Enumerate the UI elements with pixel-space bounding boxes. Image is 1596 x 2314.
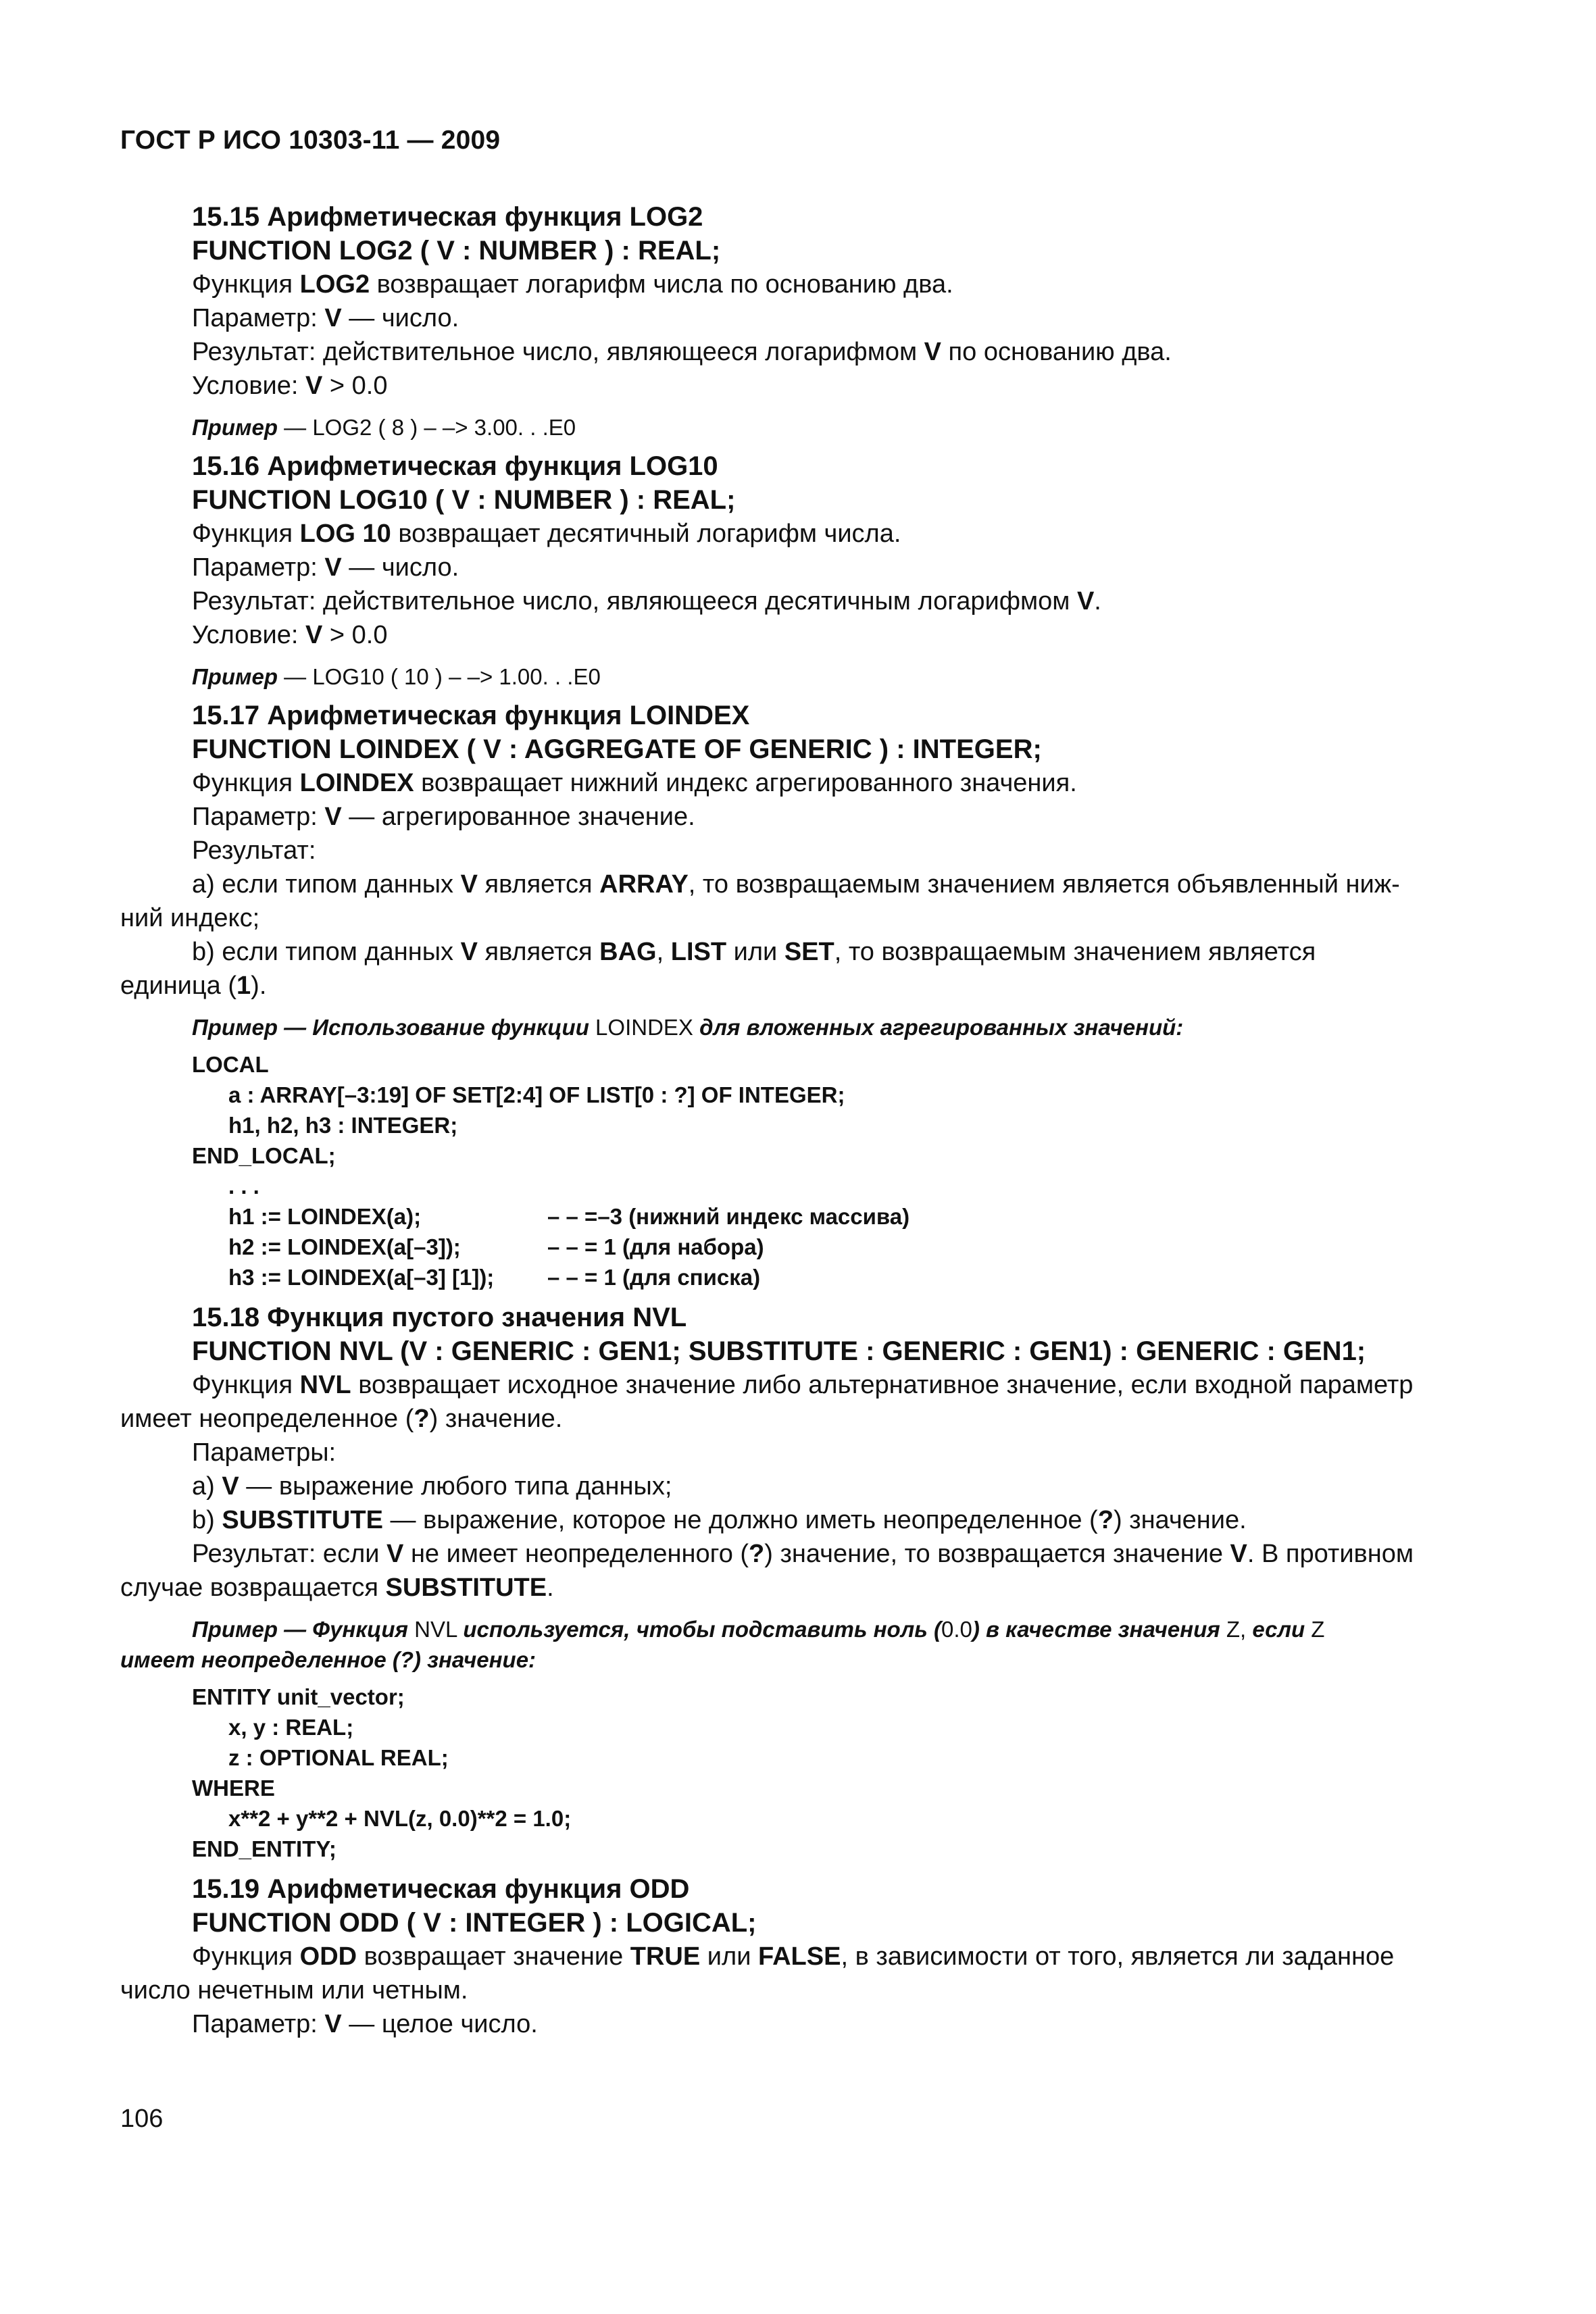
function-signature-log2: FUNCTION LOG2 ( V : NUMBER ) : REAL; — [192, 236, 721, 266]
code-line: h1, h2, h3 : INTEGER; — [228, 1113, 458, 1138]
code-line: x, y : REAL; — [228, 1715, 354, 1740]
description: Функция NVL возвращает исходное значение либо альтернативное значение, если входной параметр — [192, 1371, 1414, 1399]
code-block — [120, 1682, 1478, 1864]
parameter: Параметр: V — целое число. — [192, 2010, 538, 2038]
description-continued: имеет неопределенное (?) значение. — [120, 1405, 563, 1433]
code-line: ENTITY unit_vector; — [192, 1684, 405, 1709]
example: Пример — Использование функции LOINDEX для вложенных агрегированных значений: — [192, 1015, 1184, 1040]
page-content — [120, 200, 1478, 2041]
result-case-b: b) если типом данных V является BAG, LIST или SET, то возвращаемым значением является — [192, 938, 1316, 966]
code-line: z : OPTIONAL REAL; — [228, 1745, 449, 1770]
description: Функция LOINDEX возвращает нижний индекс агрегированного значения. — [192, 769, 1077, 797]
function-signature-log10: FUNCTION LOG10 ( V : NUMBER ) : REAL; — [192, 485, 736, 515]
result-case-a: a) если типом данных V является ARRAY, то возвращаемым значением является объявленный ниж- — [192, 870, 1400, 899]
parameter-a: a) V — выражение любого типа данных; — [192, 1472, 672, 1501]
standard-header: ГОСТ Р ИСО 10303-11 — 2009 — [120, 126, 501, 155]
description: Функция ODD возвращает значение TRUE или FALSE, в зависимости от того, является ли заданное — [192, 1942, 1395, 1971]
result: Результат: если V не имеет неопределенного (?) значение, то возвращается значение V. В противном — [192, 1540, 1414, 1568]
code-line: WHERE — [192, 1776, 275, 1801]
code-line: LOCAL — [192, 1052, 269, 1077]
section-heading-15-15: 15.15 Арифметическая функция LOG2 — [192, 202, 703, 232]
code-block — [120, 1049, 1478, 1292]
section-heading-15-18: 15.18 Функция пустого значения NVL — [192, 1303, 687, 1332]
condition: Условие: V > 0.0 — [192, 372, 388, 400]
code-line: END_ENTITY; — [192, 1836, 336, 1861]
parameter: Параметр: V — число. — [192, 304, 459, 332]
result-case-a-continued: ний индекс; — [120, 904, 260, 932]
condition: Условие: V > 0.0 — [192, 621, 388, 649]
result: Результат: — [192, 836, 316, 865]
parameter: Параметр: V — агрегированное значение. — [192, 803, 695, 831]
function-signature-loindex: FUNCTION LOINDEX ( V : AGGREGATE OF GENERIC ) : INTEGER; — [192, 734, 1042, 764]
result: Результат: действительное число, являющееся десятичным логарифмом V. — [192, 587, 1101, 615]
code-line: h3 := LOINDEX(a[–3] [1]); – – = 1 (для списка) — [228, 1265, 761, 1290]
code-line: h1 := LOINDEX(a); – – =–3 (нижний индекс массива) — [228, 1204, 910, 1229]
result-case-b-continued: единица (1). — [120, 972, 267, 1000]
section-heading-15-19: 15.19 Арифметическая функция ODD — [192, 1874, 690, 1904]
description-continued: число нечетным или четным. — [120, 1976, 468, 2005]
example: Пример — LOG2 ( 8 ) – –> 3.00. . .E0 — [192, 415, 576, 440]
function-signature-odd: FUNCTION ODD ( V : INTEGER ) : LOGICAL; — [192, 1908, 757, 1938]
example-continued: имеет неопределенное (?) значение: — [120, 1647, 537, 1672]
code-line: END_LOCAL; — [192, 1143, 336, 1168]
result: Результат: действительное число, являющееся логарифмом V по основанию два. — [192, 338, 1172, 366]
code-line: a : ARRAY[–3:19] OF SET[2:4] OF LIST[0 : ?] OF INTEGER; — [228, 1082, 845, 1107]
code-line: x**2 + y**2 + NVL(z, 0.0)**2 = 1.0; — [228, 1806, 572, 1831]
section-heading-15-16: 15.16 Арифметическая функция LOG10 — [192, 451, 718, 481]
result-continued: случае возвращается SUBSTITUTE. — [120, 1574, 554, 1602]
description: Функция LOG 10 возвращает десятичный логарифм числа. — [192, 520, 901, 548]
page-number: 106 — [120, 2105, 164, 2133]
code-line: h2 := LOINDEX(a[–3]); – – = 1 (для набора) — [228, 1234, 764, 1259]
example: Пример — LOG10 ( 10 ) – –> 1.00. . .E0 — [192, 664, 601, 689]
parameters: Параметры: — [192, 1438, 336, 1467]
parameter: Параметр: V — число. — [192, 553, 459, 582]
code-line: . . . — [228, 1174, 259, 1199]
example: Пример — Функция NVL используется, чтобы подставить ноль (0.0) в качестве значения Z, если Z — [192, 1617, 1325, 1642]
description: Функция LOG2 возвращает логарифм числа по основанию два. — [192, 270, 953, 299]
parameter-b: b) SUBSTITUTE — выражение, которое не должно иметь неопределенное (?) значение. — [192, 1506, 1247, 1534]
function-signature-nvl: FUNCTION NVL (V : GENERIC : GEN1; SUBSTITUTE : GENERIC : GEN1) : GENERIC : GEN1; — [192, 1336, 1366, 1366]
section-heading-15-17: 15.17 Арифметическая функция LOINDEX — [192, 701, 750, 730]
